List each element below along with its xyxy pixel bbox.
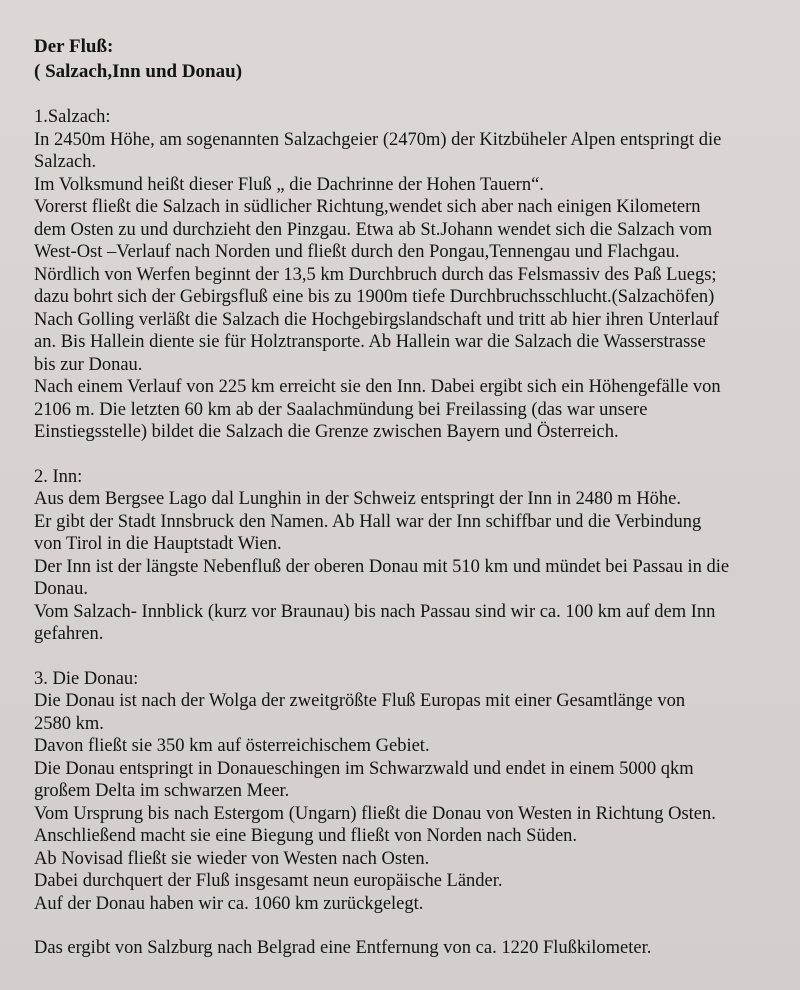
closing-sentence: Das ergibt von Salzburg nach Belgrad eine Entfernung von ca. 1220 Flußkilometer.	[34, 938, 652, 958]
text-line: gefahren.	[34, 624, 104, 644]
section-heading: 2. Inn:	[34, 466, 83, 487]
text-line: Anschließend macht sie eine Biegung und fließt von Norden nach Süden.	[34, 826, 578, 846]
document-title	[34, 34, 780, 84]
text-line: von Tirol in die Hauptstadt Wien.	[34, 534, 282, 554]
text-line: Nördlich von Werfen beginnt der 13,5 km Durchbruch durch das Felsmassiv des Paß Luegs;	[34, 264, 717, 285]
text-line: bis zur Donau.	[34, 354, 143, 375]
text-line: großem Delta im schwarzen Meer.	[34, 781, 290, 801]
text-line: an. Bis Hallein diente sie für Holztransporte. Ab Hallein war die Salzach die Wasserstrasse	[34, 332, 706, 352]
text-line: 2580 km.	[34, 713, 104, 734]
text-line: Die Donau ist nach der Wolga der zweitgrößte Fluß Europas mit einer Gesamtlänge von	[34, 691, 686, 711]
text-line: Vom Salzach- Innblick (kurz vor Braunau) bis nach Passau sind wir ca. 100 km auf dem Inn	[34, 601, 716, 622]
text-line: In 2450m Höhe, am sogenannten Salzachgeier (2470m) der Kitzbüheler Alpen entspringt die	[34, 129, 722, 150]
text-line: Einstiegsstelle) bildet die Salzach die Grenze zwischen Bayern und Österreich.	[34, 422, 619, 442]
text-line: Aus dem Bergsee Lago dal Lunghin in der Schweiz entspringt der Inn in 2480 m Höhe.	[34, 489, 682, 509]
text-line: Er gibt der Stadt Innsbruck den Namen. Ab Hall war der Inn schiffbar und die Verbindung	[34, 511, 702, 532]
text-line: Dabei durchquert der Fluß insgesamt neun europäische Länder.	[34, 871, 503, 891]
text-line: Vorerst fließt die Salzach in südlicher Richtung,wendet sich aber nach einigen Kilometern	[34, 197, 701, 217]
text-line: Davon fließt sie 350 km auf österreichischem Gebiet.	[34, 736, 430, 756]
title-line-2: ( Salzach,Inn und Donau)	[34, 61, 243, 82]
section-salzach	[34, 106, 780, 444]
text-line: dem Osten zu und durchzieht den Pinzgau. Etwa ab St.Johann wendet sich die Salzach vom	[34, 219, 713, 240]
text-line: West-Ost –Verlauf nach Norden und fließt durch den Pongau,Tennengau und Flachgau.	[34, 242, 680, 262]
text-line: Nach Golling verläßt die Salzach die Hochgebirgslandschaft und tritt ab hier ihren Unterlauf	[34, 309, 719, 330]
text-line: Der Inn ist der längste Nebenfluß der oberen Donau mit 510 km und mündet bei Passau in die	[34, 556, 730, 577]
text-line: dazu bohrt sich der Gebirgsfluß eine bis zu 1900m tiefe Durchbruchsschlucht.(Salzachöfen)	[34, 287, 715, 307]
text-line: Im Volksmund heißt dieser Fluß „ die Dachrinne der Hohen Tauern“.	[34, 174, 544, 195]
text-line: Salzach.	[34, 152, 97, 172]
text-line: Die Donau entspringt in Donaueschingen im Schwarzwald und endet in einem 5000 qkm	[34, 758, 694, 779]
text-line: Vom Ursprung bis nach Estergom (Ungarn) fließt die Donau von Westen in Richtung Osten.	[34, 803, 716, 824]
section-heading: 1.Salzach:	[34, 107, 111, 127]
section-inn	[34, 466, 780, 646]
text-line: Nach einem Verlauf von 225 km erreicht sie den Inn. Dabei ergibt sich ein Höhengefälle von	[34, 377, 721, 397]
section-heading: 3. Die Donau:	[34, 668, 139, 689]
section-donau	[34, 668, 780, 916]
text-line: 2106 m. Die letzten 60 km ab der Saalachmündung bei Freilassing (das war unsere	[34, 399, 648, 420]
text-line: Donau.	[34, 579, 88, 599]
text-line: Ab Novisad fließt sie wieder von Westen nach Osten.	[34, 848, 430, 869]
text-line: Auf der Donau haben wir ca. 1060 km zurückgelegt.	[34, 893, 424, 914]
title-line-1: Der Fluß:	[34, 36, 114, 57]
